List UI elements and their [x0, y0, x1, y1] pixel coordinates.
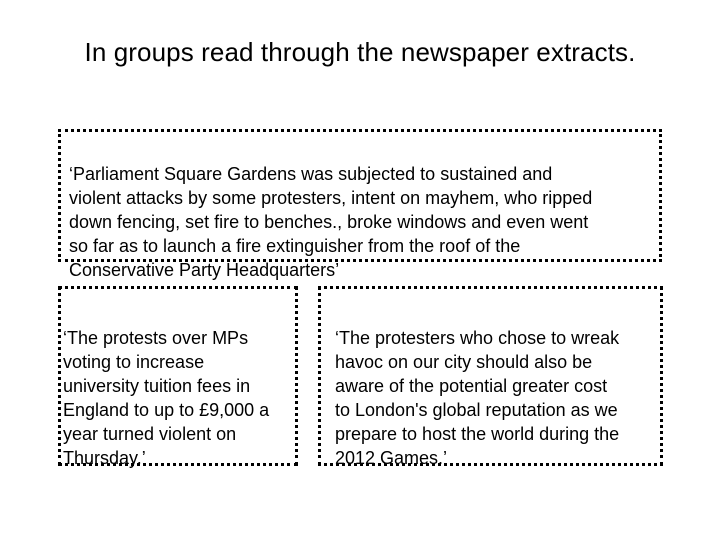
extract-box-london-reputation [318, 286, 663, 466]
slide-title: In groups read through the newspaper extracts. [84, 37, 636, 67]
extract-box-parliament-square [58, 129, 662, 280]
extract-text-london-reputation: ‘The protesters who chose to wreak havoc on our city should also be aware of the potential greater cost to London's global reputation as we prepare to host the world during the 2012 Games.’ [335, 328, 620, 468]
extract-text-tuition-fees: ‘The protests over MPs voting to increase university tuition fees in England to up to £9,000 a year turned violent on Thursday.’ [63, 328, 270, 468]
extract-box-tuition-fees [58, 286, 298, 466]
extract-text-parliament-square: ‘Parliament Square Gardens was subjected to sustained and violent attacks by some protesters, intent on mayhem, who ripped down fencing, set fire to benches., broke windows and even went so far as to launch a fire extinguisher from the roof of the Conservative Party Headquarters’ [69, 164, 593, 280]
